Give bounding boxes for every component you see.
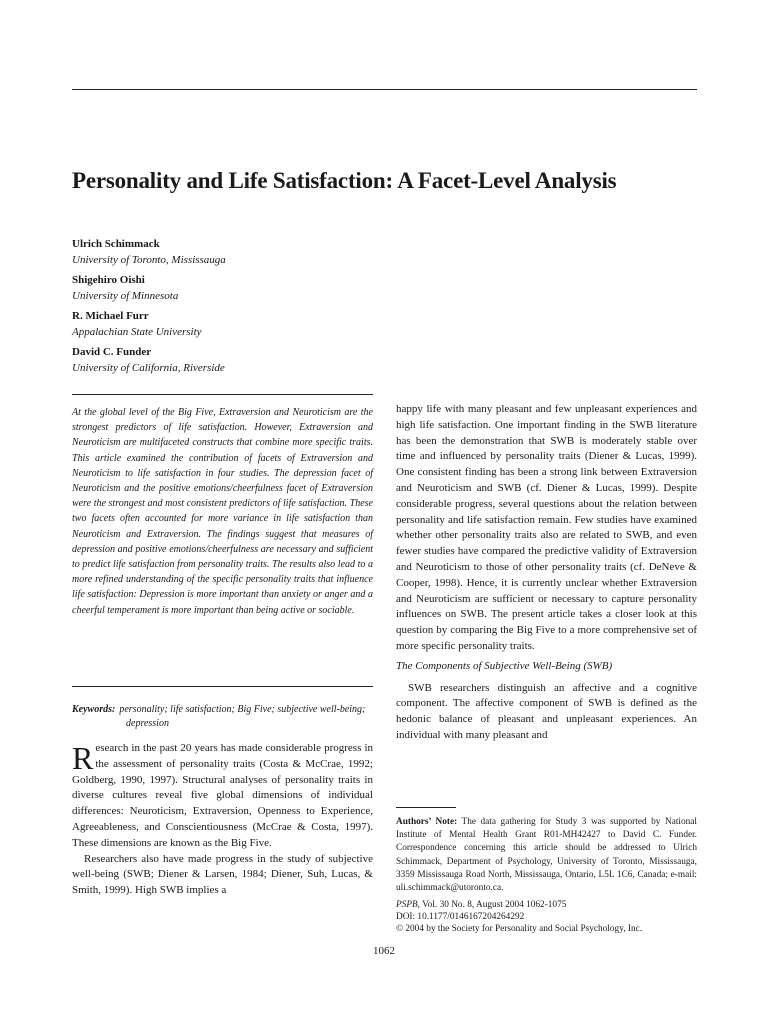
author-affiliation: University of Toronto, Mississauga <box>72 254 226 266</box>
drop-cap: R <box>72 740 94 776</box>
journal-volume: Vol. 30 No. 8, August 2004 1062-1075 <box>422 900 567 910</box>
author-affiliation: University of California, Riverside <box>72 362 225 374</box>
author-name: David C. Funder <box>72 346 152 358</box>
section-heading: The Components of Subjective Well-Being (SWB) <box>396 659 613 672</box>
keywords <box>72 703 373 731</box>
footnote-rule <box>396 807 456 808</box>
left-column-body <box>72 741 373 899</box>
author-list <box>72 236 392 380</box>
abstract-top-rule <box>72 394 373 395</box>
keywords-text: personality; life satisfaction; Big Five; subjective well-being; depression <box>119 704 366 729</box>
right-column-body <box>396 402 697 744</box>
citation-journal-line <box>396 899 697 911</box>
body-paragraph <box>72 741 373 852</box>
author-name: Shigehiro Oishi <box>72 274 145 286</box>
body-paragraph-text: esearch in the past 20 years has made considerable progress in the assessment of personality traits (Costa & McCrae, 1992; Goldberg, 1990, 1997). Structural analyses of personality traits in diverse cultures reveal five global dimensions of individual differences: Neuroticism, Extraversion, Openness to Experience, Agreeableness, and Conscientiousness (McCrae & Costa, 1997). These dimensions are known as the Big Five. <box>72 742 373 849</box>
author-block <box>72 308 392 340</box>
body-paragraph: Researchers also have made progress in the study of subjective well-being (SWB; Diener & Larsen, 1984; Diener, Suh, Lucas, & Smith, 1999). High SWB implies a <box>72 852 373 897</box>
authors-note-label: Authors’ Note: <box>396 817 458 827</box>
citation-copyright: © 2004 by the Society for Personality and Social Psychology, Inc. <box>396 924 643 934</box>
journal-abbreviation: PSPB, <box>396 900 421 910</box>
author-block <box>72 236 392 268</box>
citation-doi: DOI: 10.1177/0146167204264292 <box>396 912 525 922</box>
author-affiliation: University of Minnesota <box>72 290 179 302</box>
article-title: Personality and Life Satisfaction: A Facet-Level Analysis <box>72 168 617 193</box>
body-paragraph: SWB researchers distinguish an affective and a cognitive component. The affective component of SWB is defined as the hedonic balance of pleasant and unpleasant experiences. An individual with many pleasant and <box>396 681 697 741</box>
abstract: At the global level of the Big Five, Extraversion and Neuroticism are the strongest predictors of life satisfaction. However, Extraversion and Neuroticism are multifaceted constructs that combine more specific traits. This article examined the contribution of facets of Extraversion and Neuroticism to life satisfaction in four studies. The depression facet of Neuroticism and the positive emotions/cheerfulness facet of Extraversion were the strongest and most consistent predictors of life satisfaction. These two facets often accounted for more variance in life satisfaction than Neuroticism and Extraversion. The findings suggest that measures of depression and positive emotions/cheerfulness are necessary and sufficient to predict life satisfaction from personality traits. The results also lead to a more refined understanding of the specific personality traits that influence life satisfaction: Depression is more important than anxiety or anger and a cheerful temperament is more important than being active or sociable. <box>72 407 373 616</box>
author-affiliation: Appalachian State University <box>72 326 202 338</box>
author-name: Ulrich Schimmack <box>72 238 160 250</box>
body-paragraph: happy life with many pleasant and few unpleasant experiences and high life satisfaction. One important finding in the SWB literature has been the demonstration that SWB is moderately stable over time and influenced by personality traits (Diener & Lucas, 1999). One consistent finding has been a strong link between Extraversion and Neuroticism and SWB (cf. Diener & Lucas, 1999). Despite considerable progress, several questions about the relation between personality and life satisfaction remain. Few studies have examined whether other personality traits also are related to SWB, and even fewer studies have compared the predictive validity of Extraversion and Neuroticism to those of other personality traits (cf. DeNeve & Cooper, 1998). Hence, it is currently unclear whether Extraversion and Neuroticism are sufficient or necessary to capture personality influences on SWB. The present article takes a closer look at this question by comparing the Big Five to a more comprehensive set of more specific personality traits. <box>396 403 697 652</box>
authors-note <box>396 816 697 895</box>
keywords-label: Keywords: <box>72 704 116 715</box>
abstract-bottom-rule <box>72 686 373 687</box>
page-number: 1062 <box>373 945 395 957</box>
author-name: R. Michael Furr <box>72 310 149 322</box>
header-rule <box>72 89 697 90</box>
citation-block <box>396 899 697 935</box>
author-block <box>72 272 392 304</box>
author-block <box>72 344 392 376</box>
authors-note-text: The data gathering for Study 3 was supported by National Institute of Mental Health Grant R01-MH42427 to David C. Funder. Correspondence concerning this article should be addressed to Ulrich Schimmack, Department of Psychology, University of Toronto, Mississauga, 3359 Mississauga Road North, Mississauga, Ontario, L5L 1C6, Canada; e-mail: uli.schimmack@utoronto.ca. <box>396 817 697 894</box>
